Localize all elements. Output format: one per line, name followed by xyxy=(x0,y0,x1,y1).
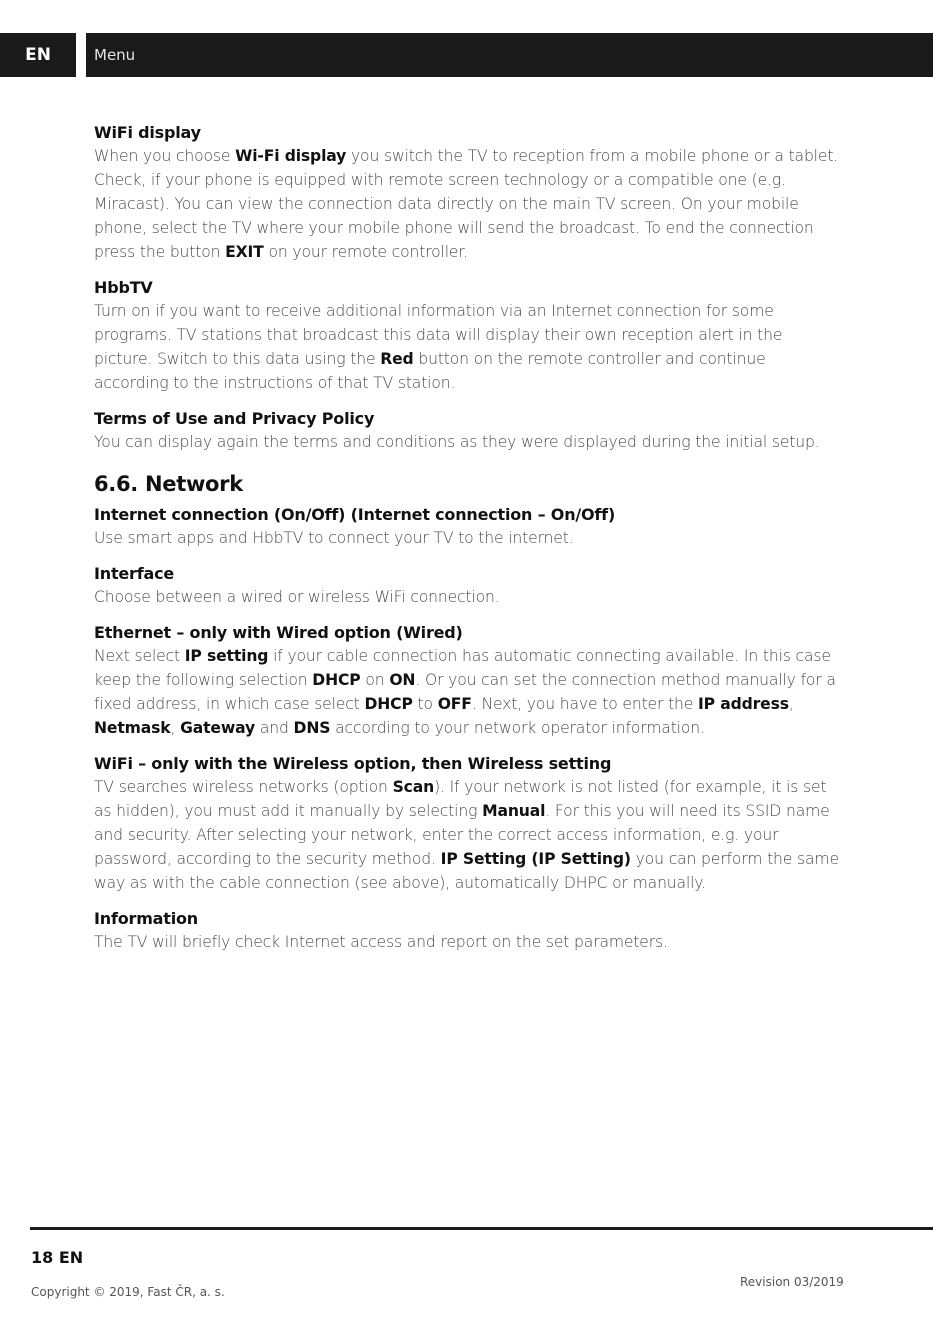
section-heading: WiFi – only with the Wireless option, then Wireless setting xyxy=(94,754,612,773)
emphasis-term: Scan xyxy=(392,778,435,796)
section xyxy=(94,277,839,395)
body-text: . For this you will need its SSID name and security. After selecting your network, enter the correct access information, e.g. your password, according to the security method. xyxy=(94,802,830,868)
emphasis-term: Gateway xyxy=(180,719,256,737)
section xyxy=(94,563,839,609)
section-heading: Ethernet – only with Wired option (Wired) xyxy=(94,623,463,642)
section xyxy=(94,122,839,264)
emphasis-term: DHCP xyxy=(364,695,413,713)
emphasis-term: ON xyxy=(389,671,416,689)
section xyxy=(94,622,839,740)
menu-settings-sections xyxy=(94,122,839,454)
body-text: . Or you can set the connection method manually for a fixed address, in which case select xyxy=(94,671,836,713)
body-text: Choose between a wired or wireless WiFi connection. xyxy=(94,588,500,606)
emphasis-term: IP Setting (IP Setting) xyxy=(440,850,631,868)
body-text: . Next, you have to enter the xyxy=(471,695,699,713)
page-header xyxy=(0,33,933,77)
section-heading: Information xyxy=(94,909,198,928)
section xyxy=(94,408,839,454)
body-text: on your remote controller. xyxy=(263,243,468,261)
body-text: Next select xyxy=(94,647,185,665)
section-heading: HbbTV xyxy=(94,278,153,297)
body-text: Use smart apps and HbbTV to connect your TV to the internet. xyxy=(94,529,574,547)
body-text: Turn on if you want to receive additional information via an Internet connection for some programs. TV stations that broadcast this data will display their own reception alert in the picture. Switch to this data using the xyxy=(94,302,783,368)
page-number: 18 EN xyxy=(31,1248,84,1267)
body-text: , xyxy=(788,695,794,713)
body-text: you can perform the same way as with the cable connection (see above), automatically DHPC or manually. xyxy=(94,850,839,892)
body-text: ). If your network is not listed (for example, it is set as hidden), you must add it manually by selecting xyxy=(94,778,827,820)
emphasis-term: IP setting xyxy=(184,647,269,665)
body-text: button on the remote controller and continue according to the instructions of that TV station. xyxy=(94,350,766,392)
revision-label: Revision 03/2019 xyxy=(740,1275,844,1289)
emphasis-term: IP address xyxy=(698,695,789,713)
section xyxy=(94,504,839,550)
section-body xyxy=(94,585,839,609)
body-text: to xyxy=(412,695,438,713)
emphasis-term: Wi-Fi display xyxy=(235,147,347,165)
emphasis-term: Netmask xyxy=(94,719,171,737)
page-content xyxy=(94,122,839,967)
emphasis-term: DHCP xyxy=(312,671,361,689)
section-body xyxy=(94,526,839,550)
section-title-bar xyxy=(86,33,933,77)
section-title: Menu xyxy=(94,46,136,64)
section-body xyxy=(94,644,839,740)
body-text: you switch the TV to reception from a mobile phone or a tablet. Check, if your phone is equipped with remote screen technology or a compatible one (e.g. Miracast). You can view the connection data directly on the main TV screen. On your mobile phone, select the TV where your mobile phone will send the broadcast. To end the connection press the button xyxy=(94,147,839,261)
body-text: on xyxy=(360,671,390,689)
body-text: , xyxy=(170,719,181,737)
emphasis-term: DNS xyxy=(293,719,331,737)
emphasis-term: EXIT xyxy=(225,243,264,261)
body-text: and xyxy=(255,719,294,737)
section-body xyxy=(94,299,839,395)
section-heading: WiFi display xyxy=(94,123,201,142)
section-heading: Interface xyxy=(94,564,175,583)
body-text: according to your network operator information. xyxy=(330,719,705,737)
section-heading: Internet connection (On/Off) (Internet connection – On/Off) xyxy=(94,505,616,524)
body-text: The TV will briefly check Internet access and report on the set parameters. xyxy=(94,933,668,951)
section-heading: Terms of Use and Privacy Policy xyxy=(94,409,375,428)
body-text: TV searches wireless networks (option xyxy=(94,778,393,796)
section-body xyxy=(94,775,839,895)
copyright-notice: Copyright © 2019, Fast ČR, a. s. xyxy=(31,1285,225,1299)
emphasis-term: Manual xyxy=(482,802,546,820)
section-body xyxy=(94,430,839,454)
section-body xyxy=(94,930,839,954)
section xyxy=(94,908,839,954)
language-tag: EN xyxy=(0,33,76,77)
section-body xyxy=(94,144,839,264)
body-text: You can display again the terms and conditions as they were displayed during the initial setup. xyxy=(94,433,820,451)
emphasis-term: Red xyxy=(380,350,414,368)
body-text: if your cable connection has automatic connecting available. In this case keep the following selection xyxy=(94,647,831,689)
network-sections xyxy=(94,504,839,954)
body-text: When you choose xyxy=(94,147,236,165)
section xyxy=(94,753,839,895)
footer-divider xyxy=(30,1227,933,1230)
emphasis-term: OFF xyxy=(437,695,472,713)
chapter-heading: 6.6. Network xyxy=(94,472,243,496)
